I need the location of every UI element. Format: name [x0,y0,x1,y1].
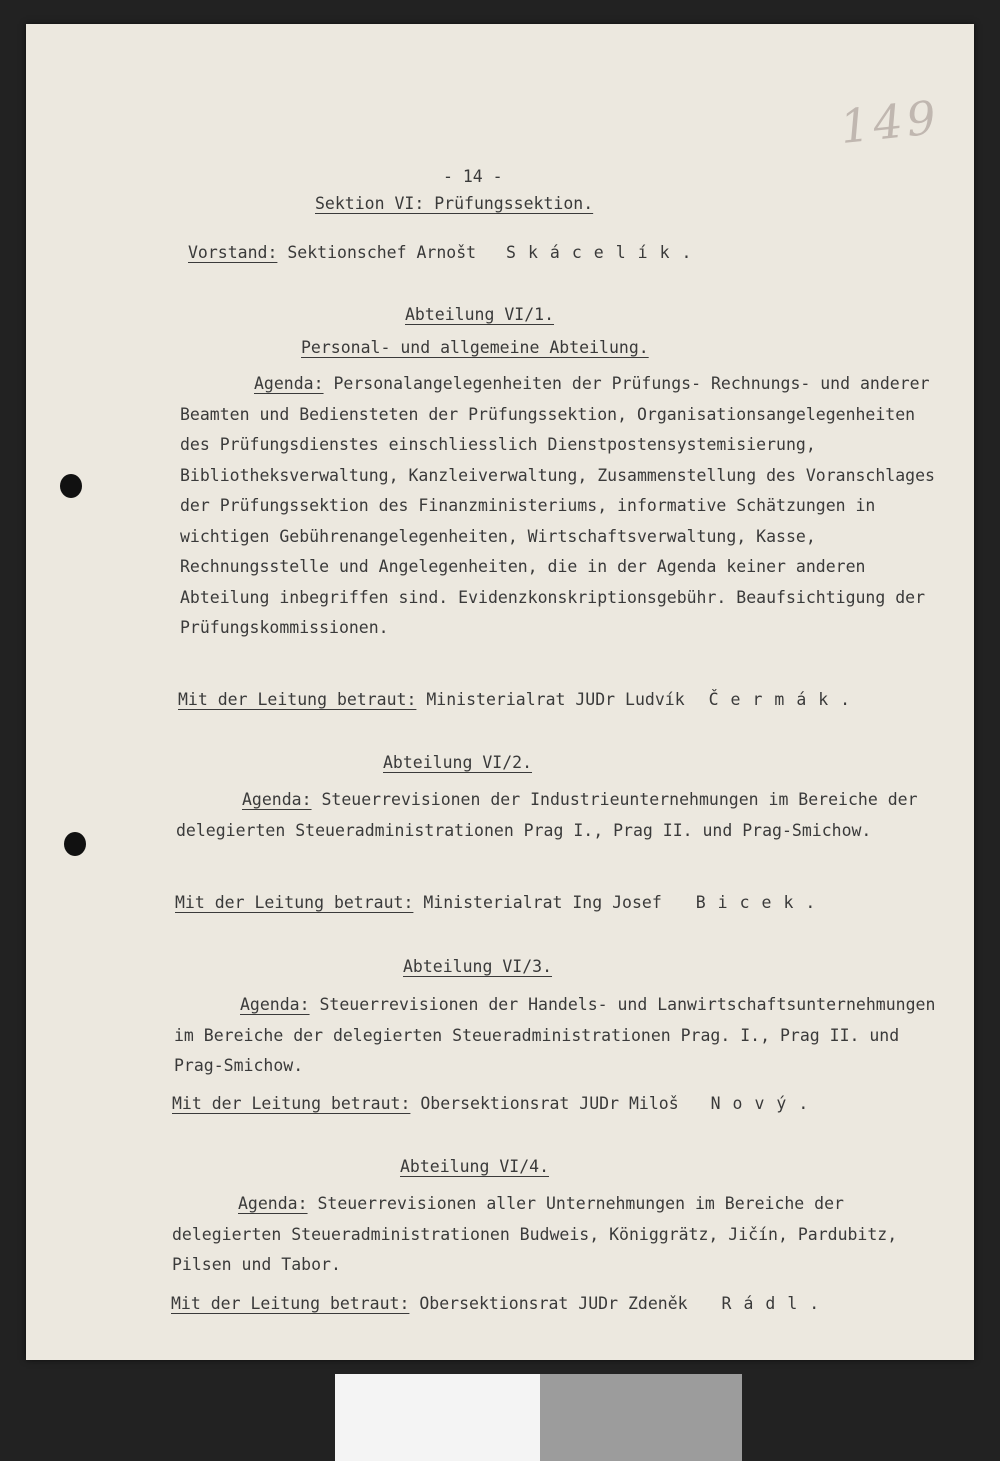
head-label: Vorstand: [188,243,278,262]
dept1-leader-text: Ministerialrat JUDr Ludvík [426,690,685,709]
dept3-leader-name: Nový. [710,1094,821,1113]
dept4-agenda [172,1189,942,1281]
dept1-leader-label: Mit der Leitung betraut: [178,690,417,709]
dept4-leader-label: Mit der Leitung betraut: [171,1294,410,1313]
dept1-agenda-label: Agenda: [254,374,324,393]
dept1-leader-line [178,690,862,709]
head-text: Sektionschef Arnošt [287,243,477,262]
dept4-leader-line [171,1294,831,1313]
dept3-agenda-text: Steuerrevisionen der Handels- und Lanwirtschaftsunternehmungen im Bereiche der delegierten Steueradministrationen Prag. I., Prag II. und Prag-Smichow. [174,995,936,1075]
dept1-agenda-text: Personalangelegenheiten der Prüfungs- Rechnungs- und anderer Beamten und Bediensteten der Prüfungssektion, Organisationsangelegenheiten des Prüfungsdienstes einschliesslich Dienstpostensystemisierung, Bibliotheksverwaltung, Kanzleiverwaltung, Zusammenstellung des Voranschlages der Prüfungssektion des Finanzministeriums, informative Schätzungen in wichtigen Gebührenangelegenheiten, Wirtschaftsverwaltung, Kasse, Rechnungsstelle und Angelegenheiten, die in der Agenda keiner anderen Abteilung inbegriffen sind. Evidenzkonskriptionsgebühr. Beaufsichtigung der Prüfungskommissionen. [180,374,935,637]
dept4-leader-name: Rádl. [721,1294,832,1313]
section-title: Sektion VI: Prüfungssektion. [315,194,594,213]
punch-hole [60,474,82,498]
dept2-agenda-label: Agenda: [242,790,312,809]
dept1-title: Abteilung VI/1. [405,305,555,324]
dept2-leader-text: Ministerialrat Ing Josef [423,893,662,912]
dept4-agenda-label: Agenda: [238,1194,308,1213]
dept4-title: Abteilung VI/4. [400,1157,550,1176]
dept3-agenda-label: Agenda: [240,995,310,1014]
dept3-leader-label: Mit der Leitung betraut: [172,1094,411,1113]
dept1-leader-name: Čermák. [708,690,863,709]
dept4-agenda-text: Steuerrevisionen aller Unternehmungen im Bereiche der delegierten Steueradministrationen Budweis, Königgrätz, Jičín, Pardubitz, Pilsen und Tabor. [172,1194,898,1274]
punch-hole [64,832,86,856]
folio-number: 149 [837,89,943,155]
dept1-agenda [180,369,950,644]
calibration-grey-patch [540,1374,742,1461]
dept2-leader-name: Bicek. [695,893,828,912]
dept3-title: Abteilung VI/3. [403,957,553,976]
page-number: - 14 - [443,167,503,186]
dept3-agenda [174,990,944,1082]
dept1-subtitle: Personal- und allgemeine Abteilung. [301,338,649,357]
dept2-agenda [176,785,946,846]
dept4-leader-text: Obersektionsrat JUDr Zdeněk [419,1294,688,1313]
calibration-white-patch [335,1374,540,1461]
section-head-line [188,243,703,262]
head-name: Skácelík. [506,243,704,262]
dept3-leader-text: Obersektionsrat JUDr Miloš [420,1094,679,1113]
dept3-leader-line [172,1094,820,1113]
dept2-leader-label: Mit der Leitung betraut: [175,893,414,912]
dept2-agenda-text: Steuerrevisionen der Industrieunternehmungen im Bereiche der delegierten Steueradministrationen Prag I., Prag II. und Prag-Smichow. [176,790,918,840]
dept2-leader-line [175,893,827,912]
dept2-title: Abteilung VI/2. [383,753,533,772]
